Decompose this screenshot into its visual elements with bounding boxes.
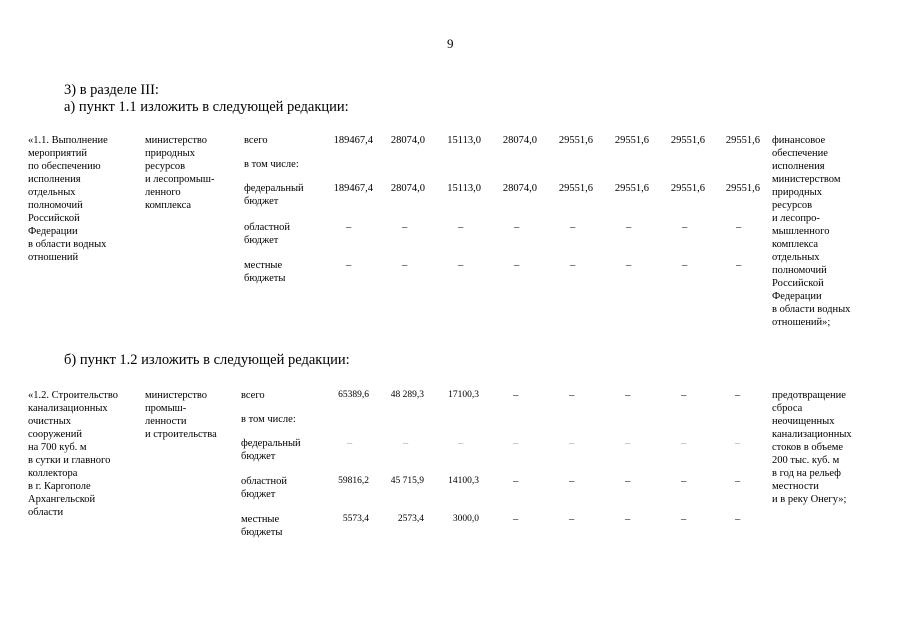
table1-row-label-federal	[244, 182, 304, 208]
row-label-line: бюджеты	[244, 273, 286, 284]
row-label-line: федеральный	[244, 183, 304, 194]
table2-result-line: в год на рельеф	[772, 468, 841, 479]
table1-value: 29551,6	[614, 135, 649, 146]
table1-dash: –	[736, 222, 742, 233]
table1-executor-cell	[145, 134, 215, 212]
table1-value: 29551,6	[670, 183, 705, 194]
table2-item-line: в сутки и главного	[28, 455, 111, 466]
table1-dash: –	[514, 222, 520, 233]
point-a-heading: а) пункт 1.1 изложить в следующей редакции:	[64, 99, 349, 115]
table1-item-line: «1.1. Выполнение	[28, 135, 108, 146]
table1-dash: –	[458, 260, 464, 271]
table2-dash: –	[681, 514, 687, 525]
table2-value: 17100,3	[448, 390, 479, 400]
table2-executor-line: и строительства	[145, 429, 217, 440]
table1-value: 28074,0	[390, 135, 425, 146]
table1-item-line: отношений	[28, 252, 79, 263]
table1-result-line: финансовое	[772, 135, 826, 146]
table1-executor-line: ресурсов	[145, 161, 186, 172]
table2-executor-line: ленности	[145, 416, 187, 427]
table1-result-line: полномочий	[772, 265, 827, 276]
table1-result-line: в области водных	[772, 304, 851, 315]
page-number: 9	[447, 36, 454, 51]
table1-result-line: Федерации	[772, 291, 822, 302]
table1-dash: –	[514, 260, 520, 271]
table1-value: 28074,0	[502, 183, 537, 194]
table2-result-line: местности	[772, 481, 819, 492]
table2-item-line: сооружений	[28, 429, 83, 440]
table2-row-label-total	[241, 389, 265, 402]
table2-item-line: в г. Каргополе	[28, 481, 91, 492]
table2-result-line: стоков в объеме	[772, 442, 844, 453]
table1-dash: –	[682, 260, 688, 271]
table2-dash: –	[681, 476, 687, 487]
table1-executor-line: министерство	[145, 135, 208, 146]
table1-result-line: ресурсов	[772, 200, 813, 211]
table1-row-label-including	[244, 158, 299, 171]
table1-result-line: отдельных	[772, 252, 820, 263]
table2-dash: –	[625, 438, 631, 449]
table1-dash: –	[346, 222, 352, 233]
table2-item-line: канализационных	[28, 403, 108, 414]
table1-item-line: отдельных	[28, 187, 76, 198]
table2-value: 65389,6	[338, 390, 369, 400]
table1-result-line: комплекса	[772, 239, 819, 250]
table2-result-line: канализационных	[772, 429, 852, 440]
table1-result-line: природных	[772, 187, 822, 198]
table1-executor-line: ленного	[145, 187, 181, 198]
table2-value: 48 289,3	[390, 390, 424, 400]
table1-dash: –	[736, 260, 742, 271]
table2-result-line: сброса	[772, 403, 803, 414]
table1-dash: –	[402, 260, 408, 271]
table2-value: 3000,0	[452, 514, 479, 524]
row-label-line: бюджет	[241, 451, 276, 462]
table1-result-line: Российской	[772, 278, 824, 289]
table2-dash: –	[681, 390, 687, 401]
row-label-line: бюджеты	[241, 527, 283, 538]
point-b-heading: б) пункт 1.2 изложить в следующей редакции:	[64, 352, 350, 368]
table1-value: 15113,0	[447, 183, 481, 194]
table2-item-line: Архангельской	[28, 494, 96, 505]
table2-result-line: и в реку Онегу»;	[772, 494, 847, 505]
table1-executor-line: и лесопромыш-	[145, 174, 215, 185]
row-label-line: областной	[241, 476, 287, 487]
table1-row-label-local	[244, 259, 285, 285]
table2-dash: –	[569, 476, 575, 487]
table1-item-line: мероприятий	[28, 148, 87, 159]
table1-dash: –	[346, 260, 352, 271]
table1-dash: –	[626, 222, 632, 233]
table2-dash: –	[458, 438, 464, 449]
table2-item-line: очистных	[28, 416, 72, 427]
table1-executor-line: природных	[145, 148, 195, 159]
table1-result-line: мышленного	[772, 226, 830, 237]
table1-result-line: обеспечение	[772, 148, 828, 159]
row-label-line: всего	[241, 390, 265, 401]
table1-value: 29551,6	[725, 135, 760, 146]
table2-row-label-local	[241, 513, 282, 539]
table1-dash: –	[402, 222, 408, 233]
table2-dash: –	[513, 476, 519, 487]
table2-value: 2573,4	[397, 514, 424, 524]
table2-executor-line: министерство	[145, 390, 208, 401]
table1-row-label-total	[244, 134, 268, 147]
table2-dash: –	[625, 476, 631, 487]
table2-dash: –	[513, 390, 519, 401]
table1-dash: –	[570, 260, 576, 271]
table1-dash: –	[682, 222, 688, 233]
table2-value: 14100,3	[448, 476, 479, 486]
table1-value: 29551,6	[558, 183, 593, 194]
table1-value: 29551,6	[614, 183, 649, 194]
table2-dash: –	[625, 514, 631, 525]
table2-dash: –	[347, 438, 353, 449]
table1-dash: –	[458, 222, 464, 233]
table1-item-line: в области водных	[28, 239, 107, 250]
table2-dash: –	[625, 390, 631, 401]
table1-result-line: исполнения	[772, 161, 825, 172]
row-label-line: областной	[244, 222, 290, 233]
table2-executor-line: промыш-	[145, 403, 187, 414]
table2-result-line: неочищенных	[772, 416, 835, 427]
table2-dash: –	[735, 390, 741, 401]
row-label-line: федеральный	[241, 438, 301, 449]
table2-item-cell	[28, 389, 118, 519]
table2-row-label-federal	[241, 437, 301, 463]
table2-item-line: области	[28, 507, 64, 518]
table1-item-line: исполнения	[28, 174, 81, 185]
row-label-line: бюджет	[241, 489, 276, 500]
row-label-line: в том числе:	[244, 159, 299, 170]
table2-dash: –	[513, 514, 519, 525]
table1-dash: –	[626, 260, 632, 271]
table1-value: 29551,6	[725, 183, 760, 194]
table2-dash: –	[513, 438, 519, 449]
table2-result-line: предотвращение	[772, 390, 846, 401]
table1-value: 15113,0	[447, 135, 481, 146]
table2-item-line: коллектора	[28, 468, 78, 479]
table2-value: 59816,2	[338, 476, 369, 486]
table1-value: 28074,0	[390, 183, 425, 194]
table2-value: 45 715,9	[390, 476, 424, 486]
table2-executor-cell	[145, 389, 217, 441]
table1-executor-line: комплекса	[145, 200, 192, 211]
table1-result-line: и лесопро-	[772, 213, 820, 224]
table2-row-label-regional	[241, 475, 287, 501]
row-label-line: местные	[244, 260, 283, 271]
table2-dash: –	[735, 476, 741, 487]
row-label-line: в том числе:	[241, 414, 296, 425]
table2-dash: –	[681, 438, 687, 449]
table1-item-line: Федерации	[28, 226, 78, 237]
table2-value: 5573,4	[342, 514, 369, 524]
row-label-line: бюджет	[244, 235, 279, 246]
table2-result-cell	[772, 389, 852, 506]
table1-result-cell	[772, 134, 850, 329]
table1-result-line: министерством	[772, 174, 841, 185]
table2-result-line: 200 тыс. куб. м	[772, 455, 840, 466]
table2-dash: –	[735, 438, 741, 449]
table2-row-label-including	[241, 413, 296, 426]
table1-value: 189467,4	[333, 135, 373, 146]
table1-item-line: полномочий	[28, 200, 83, 211]
table2-item-line: на 700 куб. м	[28, 442, 87, 453]
table1-item-line: Российской	[28, 213, 80, 224]
section-heading: 3) в разделе III:	[64, 82, 159, 98]
row-label-line: местные	[241, 514, 280, 525]
table2-dash: –	[735, 514, 741, 525]
table1-value: 28074,0	[502, 135, 537, 146]
table1-value: 29551,6	[670, 135, 705, 146]
table2-dash: –	[569, 514, 575, 525]
table1-dash: –	[570, 222, 576, 233]
table1-value: 29551,6	[558, 135, 593, 146]
row-label-line: бюджет	[244, 196, 279, 207]
table1-item-cell	[28, 134, 108, 264]
table2-dash: –	[569, 438, 575, 449]
table1-result-line: отношений»;	[772, 317, 831, 328]
table1-row-label-regional	[244, 221, 290, 247]
table2-dash: –	[403, 438, 409, 449]
table1-item-line: по обеспечению	[28, 161, 101, 172]
table2-dash: –	[569, 390, 575, 401]
row-label-line: всего	[244, 135, 268, 146]
table1-value: 189467,4	[333, 183, 373, 194]
table2-item-line: «1.2. Строительство	[28, 390, 118, 401]
